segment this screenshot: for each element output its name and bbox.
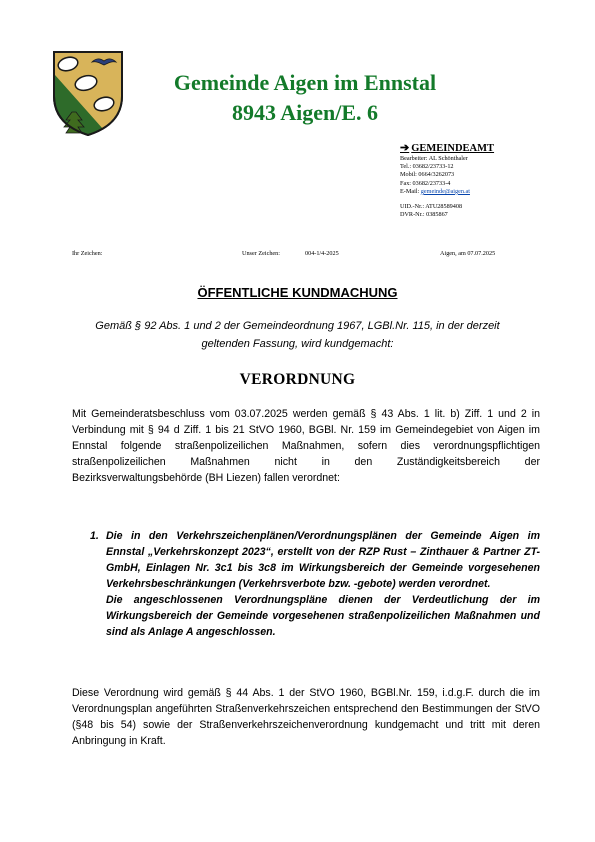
your-reference-label: Ihr Zeichen: xyxy=(72,250,103,257)
office-mobile: Mobil: 0664/3262073 xyxy=(400,171,455,179)
office-phone: Tel.: 03682/23733-12 xyxy=(400,163,454,171)
office-email-row xyxy=(400,188,580,196)
office-dvr: DVR-Nr.: 0385867 xyxy=(400,211,448,219)
regulation-list-item xyxy=(90,528,540,640)
list-item-text: Die in den Verkehrszeichenplänen/Verordnungsplänen der Gemeinde Aigen im Ennstal „Verkehrskonzept 2023“, erstellt von der RZP Rust – Zinthauer & Partner ZT-GmbH, Einlagen Nr. 3c1 bis 3c8 im Wirkungsbereich der Gemeinde vorgesehenen Verkehrsbeschränkungen (Verkehrsverbote bzw. -gebote) werden verordnet. xyxy=(106,530,540,590)
office-heading-label: GEMEINDEAMT xyxy=(411,143,495,154)
regulation-closing-paragraph: Diese Verordnung wird gemäß § 44 Abs. 1 der StVO 1960, BGBl.Nr. 159, i.d.g.F. durch die im Verordnungsplan angeführten Straßenverkehrszeichen entsprechend den Bestimmungen der StVO (§48 bis 54) sowie der Straßenverkehrszeichenverordnung kundgemacht und tritt mit deren Anbringung in Kraft. xyxy=(72,687,540,747)
our-reference-value: 004-1/4-2025 xyxy=(305,250,339,257)
regulation-title: VERORDNUNG xyxy=(239,371,356,388)
office-email-link[interactable]: gemeinde@aigen.at xyxy=(420,187,470,195)
arrow-right-icon: ➔ xyxy=(400,142,410,154)
office-clerk: Bearbeiter: AL Schönthaler xyxy=(400,155,468,162)
our-reference-label: Unser Zeichen: xyxy=(242,250,280,257)
coat-of-arms-logo xyxy=(52,50,124,136)
office-email-label: E-Mail: xyxy=(400,187,420,195)
list-item-number: 1. xyxy=(90,530,99,542)
notice-title: ÖFFENTLICHE KUNDMACHUNG xyxy=(197,285,398,300)
regulation-intro-paragraph: Mit Gemeinderatsbeschluss vom 03.07.2025 werden gemäß § 43 Abs. 1 lit. b) Ziff. 1 und 2 in Verbindung mit § 94 d Ziff. 1 bis 21 StVO 1960, BGBl. Nr. 159 im Gemeindegebiet von Aigen im Ennstal folgende straßenpolizeilichen Maßnahmen, sofern dies verordnungspflichtigen straßenpolizeilichen Maßnahmen nicht in den Zuständigkeitsbereich der Bezirksverwaltungsbehörde (BH Liezen) fallen verordnet: xyxy=(72,408,540,484)
document-date: Aigen, am 07.07.2025 xyxy=(440,250,496,257)
office-fax: Fax: 03682/23733-4 xyxy=(400,179,451,187)
municipality-header xyxy=(130,68,480,128)
list-item-note: Die angeschlossenen Verordnungspläne dienen der Verdeutlichung der im Wirkungsbereich der Gemeinde vorgesehenen straßenpolizeilichen Maßnahmen und sind als Anlage A angeschlossen. xyxy=(106,594,540,638)
municipality-name: Gemeinde Aigen im Ennstal xyxy=(173,70,437,95)
notice-subtitle: Gemäß § 92 Abs. 1 und 2 der Gemeindeordnung 1967, LGBl.Nr. 115, in der derzeit geltenden Fassung, wird kundgemacht: xyxy=(95,320,500,350)
reference-row xyxy=(0,250,595,260)
municipality-address: 8943 Aigen/E. 6 xyxy=(231,100,379,125)
office-heading xyxy=(400,142,580,155)
office-uid: UID.-Nr.: ATU28589408 xyxy=(400,203,463,211)
office-contact-block xyxy=(400,142,580,219)
